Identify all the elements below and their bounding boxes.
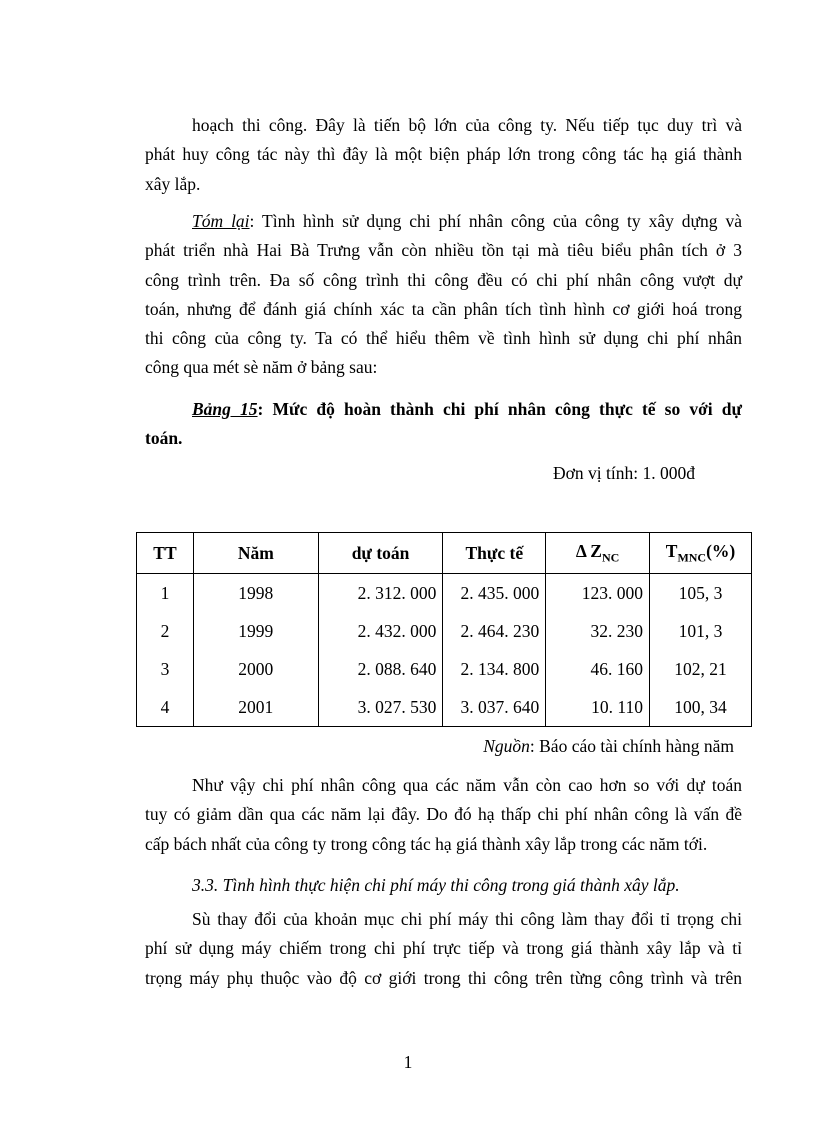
table-caption bbox=[145, 395, 742, 454]
header-ratio-text: T bbox=[665, 540, 678, 561]
paragraph-4-line: Sù thay đổi của khoản mục chi phí máy thi công làm thay đổi tỉ trọng chi bbox=[192, 909, 742, 929]
cell-actual: 3. 037. 640 bbox=[443, 688, 546, 727]
paragraph-3 bbox=[145, 771, 742, 859]
cell-actual: 2. 134. 800 bbox=[443, 650, 546, 688]
paragraph-4-line: trọng máy phụ thuộc vào độ cơ giới trong thi công trên từng công trình và trên bbox=[145, 967, 742, 988]
header-delta bbox=[546, 533, 650, 574]
paragraph-4-line: phí sử dụng máy chiếm trong chi phí trực tiếp và trong giá thành xây lắp và tỉ bbox=[145, 938, 742, 959]
summary-lead: Tóm lại bbox=[192, 211, 250, 231]
paragraph-2-line: công qua mét sè năm ở bảng sau: bbox=[145, 357, 378, 378]
paragraph-1-line: xây lắp. bbox=[145, 173, 201, 194]
paragraph-2-line: thi công của công ty. Ta có thể hiểu thêm về tình hình sử dụng chi phí nhân bbox=[145, 328, 742, 349]
cell-tt: 4 bbox=[137, 688, 194, 727]
paragraph-1-line: phát huy công tác này thì đây là một biện pháp lớn trong công tác hạ giá thành bbox=[145, 144, 742, 165]
cell-estimate: 2. 312. 000 bbox=[318, 574, 443, 613]
table-row bbox=[137, 612, 752, 650]
table-source bbox=[483, 736, 734, 757]
header-actual: Thực tế bbox=[443, 533, 546, 574]
cell-delta: 46. 160 bbox=[546, 650, 650, 688]
cell-year: 1999 bbox=[193, 612, 318, 650]
paragraph-3-line: Như vậy chi phí nhân công qua các năm vẫn còn cao hơn so với dự toán bbox=[192, 775, 742, 795]
cell-tt: 2 bbox=[137, 612, 194, 650]
paragraph-2-line: công trình trên. Đa số công trình thi công đều có chi phí nhân công vượt dự bbox=[145, 269, 742, 290]
cell-delta: 32. 230 bbox=[546, 612, 650, 650]
cell-ratio: 105, 3 bbox=[650, 574, 752, 613]
summary-text: : Tình hình sử dụng chi phí nhân công của công ty xây dựng và bbox=[249, 211, 742, 231]
source-label: Nguồn bbox=[483, 736, 530, 756]
header-delta-sub: NC bbox=[601, 550, 620, 565]
cell-year: 1998 bbox=[193, 574, 318, 613]
table-header-row bbox=[137, 533, 752, 574]
cell-year: 2000 bbox=[193, 650, 318, 688]
paragraph-2-line: phát triển nhà Hai Bà Trưng vẫn còn nhiều tồn tại mà tiêu biểu phân tích ở 3 bbox=[145, 240, 742, 261]
header-tt: TT bbox=[137, 533, 194, 574]
paragraph-4 bbox=[145, 905, 742, 993]
cell-delta: 10. 110 bbox=[546, 688, 650, 727]
table-row bbox=[137, 688, 752, 727]
table-label: Bảng 15 bbox=[192, 399, 258, 419]
page-number: 1 bbox=[403, 1052, 413, 1072]
paragraph-2-line bbox=[145, 207, 742, 236]
cell-actual: 2. 435. 000 bbox=[443, 574, 546, 613]
header-ratio-sub: MNC bbox=[677, 550, 707, 565]
cell-delta: 123. 000 bbox=[546, 574, 650, 613]
unit-note: Đơn vị tính: 1. 000đ bbox=[553, 463, 695, 483]
cell-year: 2001 bbox=[193, 688, 318, 727]
paragraph-1 bbox=[145, 111, 742, 199]
paragraph-3-line: tuy có giảm dần qua các năm lại đây. Do đó hạ thấp chi phí nhân công là vấn đề bbox=[145, 804, 742, 825]
header-ratio-suffix: (%) bbox=[706, 540, 736, 561]
cell-estimate: 2. 432. 000 bbox=[318, 612, 443, 650]
paragraph-2-line: toán, nhưng để đánh giá chính xác ta cần phân tích tình hình cơ giới hoá trong bbox=[145, 298, 742, 319]
header-delta-text: Δ Z bbox=[575, 540, 602, 561]
table-caption-line bbox=[145, 395, 742, 424]
cell-actual: 2. 464. 230 bbox=[443, 612, 546, 650]
table-caption-line: toán. bbox=[145, 428, 183, 449]
header-estimate: dự toán bbox=[318, 533, 443, 574]
paragraph-1-line: hoạch thi công. Đây là tiến bộ lớn của công ty. Nếu tiếp tục duy trì và bbox=[192, 115, 742, 135]
section-heading bbox=[145, 871, 742, 900]
table-row bbox=[137, 574, 752, 613]
table-row bbox=[137, 650, 752, 688]
paragraph-2 bbox=[145, 207, 742, 383]
section-heading-text: 3.3. Tình hình thực hiện chi phí máy thi công trong giá thành xây lắp. bbox=[192, 875, 680, 895]
cell-ratio: 101, 3 bbox=[650, 612, 752, 650]
paragraph-3-line: cấp bách nhất của công ty trong công tác hạ giá thành xây lắp trong các năm tới. bbox=[145, 833, 708, 854]
cell-estimate: 2. 088. 640 bbox=[318, 650, 443, 688]
cell-tt: 1 bbox=[137, 574, 194, 613]
labor-cost-table bbox=[136, 532, 752, 727]
table-caption-text: : Mức độ hoàn thành chi phí nhân công thực tế so với dự bbox=[257, 399, 743, 419]
cell-estimate: 3. 027. 530 bbox=[318, 688, 443, 727]
header-ratio bbox=[650, 533, 752, 574]
header-year: Năm bbox=[193, 533, 318, 574]
cell-tt: 3 bbox=[137, 650, 194, 688]
cell-ratio: 102, 21 bbox=[650, 650, 752, 688]
cell-ratio: 100, 34 bbox=[650, 688, 752, 727]
source-text: : Báo cáo tài chính hàng năm bbox=[529, 736, 734, 756]
